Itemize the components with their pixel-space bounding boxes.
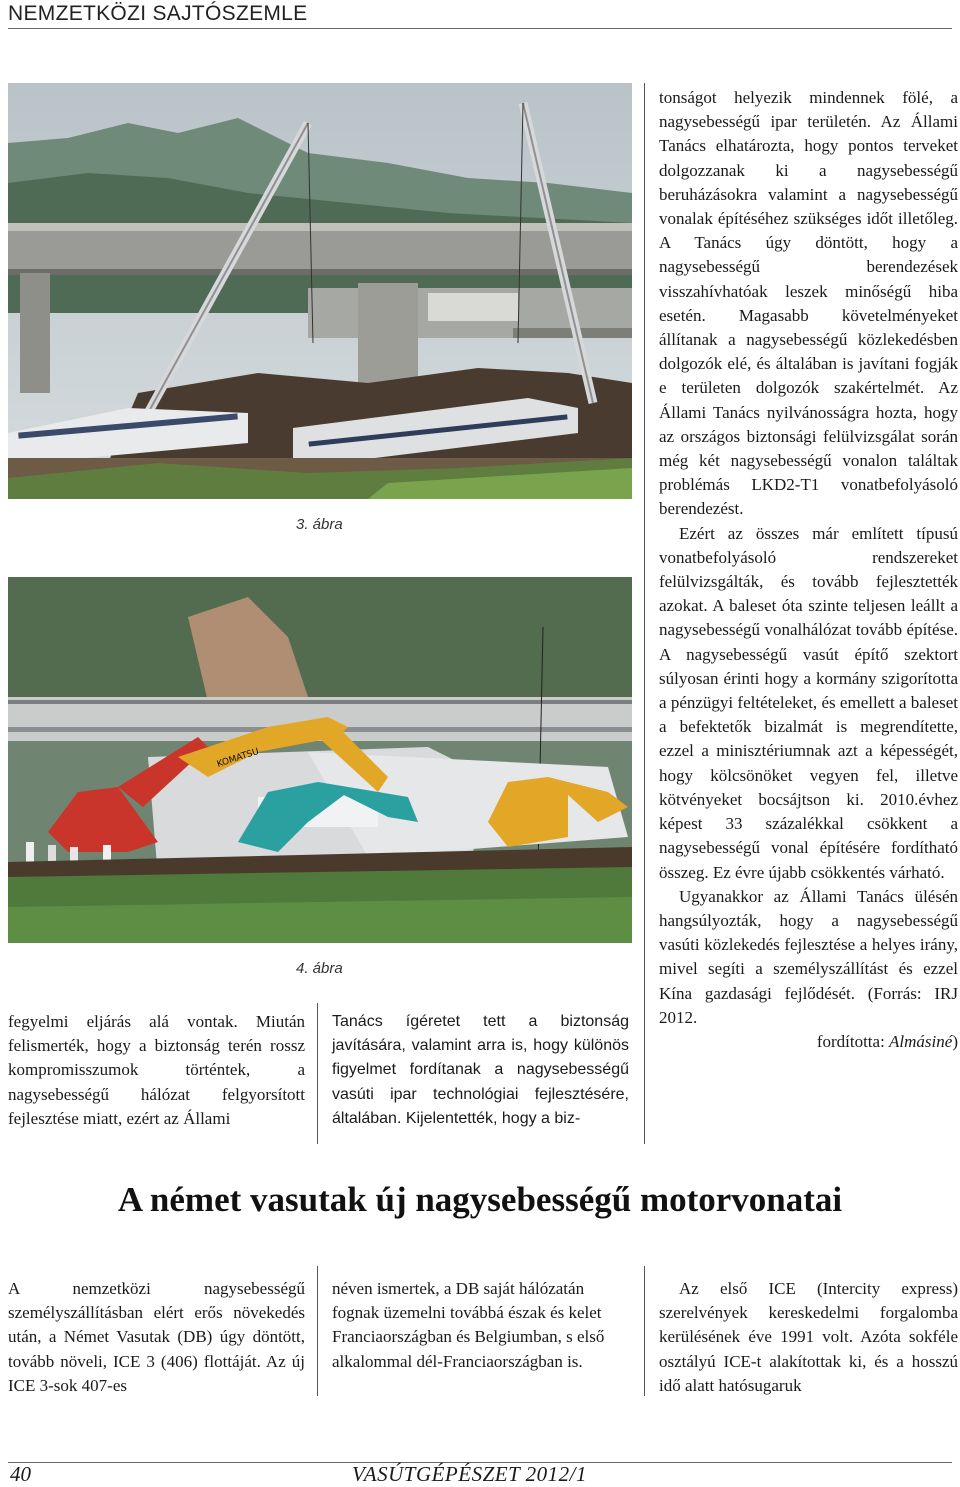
- journal-title: VASÚTGÉPÉSZET 2012/1: [352, 1462, 587, 1486]
- right-column-paragraph-1: tonságot helyezik mindennek fölé, a nagysebességű ipar területén. Az Állami Tanács elhatározta, hogy pontos terveket dolgozzanak ki a nagysebességű beruházásokra valamint a nagysebességű vonalak építéséhez szükséges időt illetőleg. A Tanács úgy döntött, hogy a nagysebességű berendezések visszahívhatóak leszek minőségű hiba esetén. Magasabb követelményeket állítanak a nagysebességű közlekedésben dolgozók elé, és általában is javítani fogják e területen dolgozók szakértelmét. Az Állami Tanács nyilvánosságra hozta, hogy az országos biztonsági felülvizsgálat során még két nagysebességű vonalon találtak problémás LKD2-T1 vonatbefolyásoló berendezést.: [659, 88, 958, 519]
- right-column-paragraph-3: [659, 885, 958, 1030]
- article-column-2-text: néven ismertek, a DB saját hálózatán fognak üzemelni továbbá észak és kelet Franciaországban és Belgiumban, s első alkalommal dél-Franciaországban is.: [332, 1279, 605, 1371]
- article-title: A német vasutak új nagysebességű motorvonatai: [117, 1180, 843, 1219]
- column-divider-right: [644, 83, 645, 1144]
- figure-3-photo: [8, 83, 632, 499]
- left-column-text: fegyelmi eljárás alá vontak. Miután felismerték, hogy a biztonság terén rossz kompromisszumok történtek, a nagysebességű hálózat felgyorsított fejlesztése miatt, ezért az Állami: [8, 1012, 305, 1128]
- article-column-1-text: A nemzetközi nagysebességű személyszállításban elért erős növekedés után, a Német Vasutak (DB) úgy döntött, tovább növeli, ICE 3 (406) flottáját. Az új ICE 3-sok 407-es: [8, 1279, 305, 1395]
- figure-3-caption: 3. ábra: [296, 516, 343, 533]
- article-column-1: [8, 1277, 305, 1398]
- article-column-3: [659, 1277, 958, 1398]
- translator-suffix: ): [952, 1031, 958, 1051]
- middle-column-text: Tanács ígéretet tett a biztonság javítására, valamint arra is, hogy különös figyelmet fordítanak a nagysebességű vasúti ipar technológiai fejlesztésére, általában. Kijelentették, hogy a biz-: [332, 1013, 629, 1127]
- source-note: (Forrás: IRJ 2012.: [659, 983, 958, 1027]
- right-column: [659, 86, 958, 1054]
- article-column-3-text: Az első ICE (Intercity express) szerelvények kereskedelmi forgalomba kerülésének éve 1991 volt. Azóta sokféle osztályú ICE-t alakítottak ki, és a hosszú idő alatt hatósugaruk: [659, 1279, 958, 1395]
- figure-4-excavator-brand: KOMATSU: [215, 746, 261, 770]
- article-column-2: [332, 1277, 631, 1374]
- middle-column: [332, 1010, 629, 1131]
- article-divider-1: [317, 1266, 318, 1396]
- figure-4-caption: 4. ábra: [296, 960, 343, 977]
- header-rule: [8, 28, 952, 29]
- section-header: NEMZETKÖZI SAJTÓSZEMLE: [8, 2, 308, 25]
- page-number: 40: [10, 1462, 31, 1486]
- translator-name: Almásiné: [889, 1031, 953, 1051]
- article-divider-2: [644, 1266, 645, 1396]
- column-divider: [317, 1003, 318, 1144]
- translator-line: [659, 1030, 958, 1054]
- right-column-paragraph-3-text: Ugyanakkor az Állami Tanács ülésén hangsúlyozták, hogy a nagysebességű vasúti közlekedés fejlesztése a helyes irány, mivel segíti a személyszállítást és ezzel Kína gazdasági fejlődését.: [659, 886, 958, 1003]
- left-column: [8, 1010, 305, 1131]
- translator-prefix: fordította:: [816, 1031, 890, 1051]
- right-column-paragraph-2: Ezért az összes már említett típusú vonatbefolyásoló rendszereket felülvizsgálták, és tovább fejlesztették azokat. A baleset óta szinte teljesen leállt a nagysebességű vonalhálózat tovább építése. A nagysebességű vasút építő szektort súlyosan érinti hogy a kormány szigorította a pénzügyi feltételeket, és emellett a baleset a befektetők bizalmát is megrendítette, ezzel a minisztériumnak azt a képességét, hogy kölcsönöket vegyen fel, illetve kötvényeket bocsájtson ki. 2010.évhez képest 33 százalékkal csökkent a nagysebességű vonal építésére fordítható összeg. Ez évre újabb csökkentés várható.: [659, 523, 958, 882]
- figure-4-photo: [8, 577, 632, 943]
